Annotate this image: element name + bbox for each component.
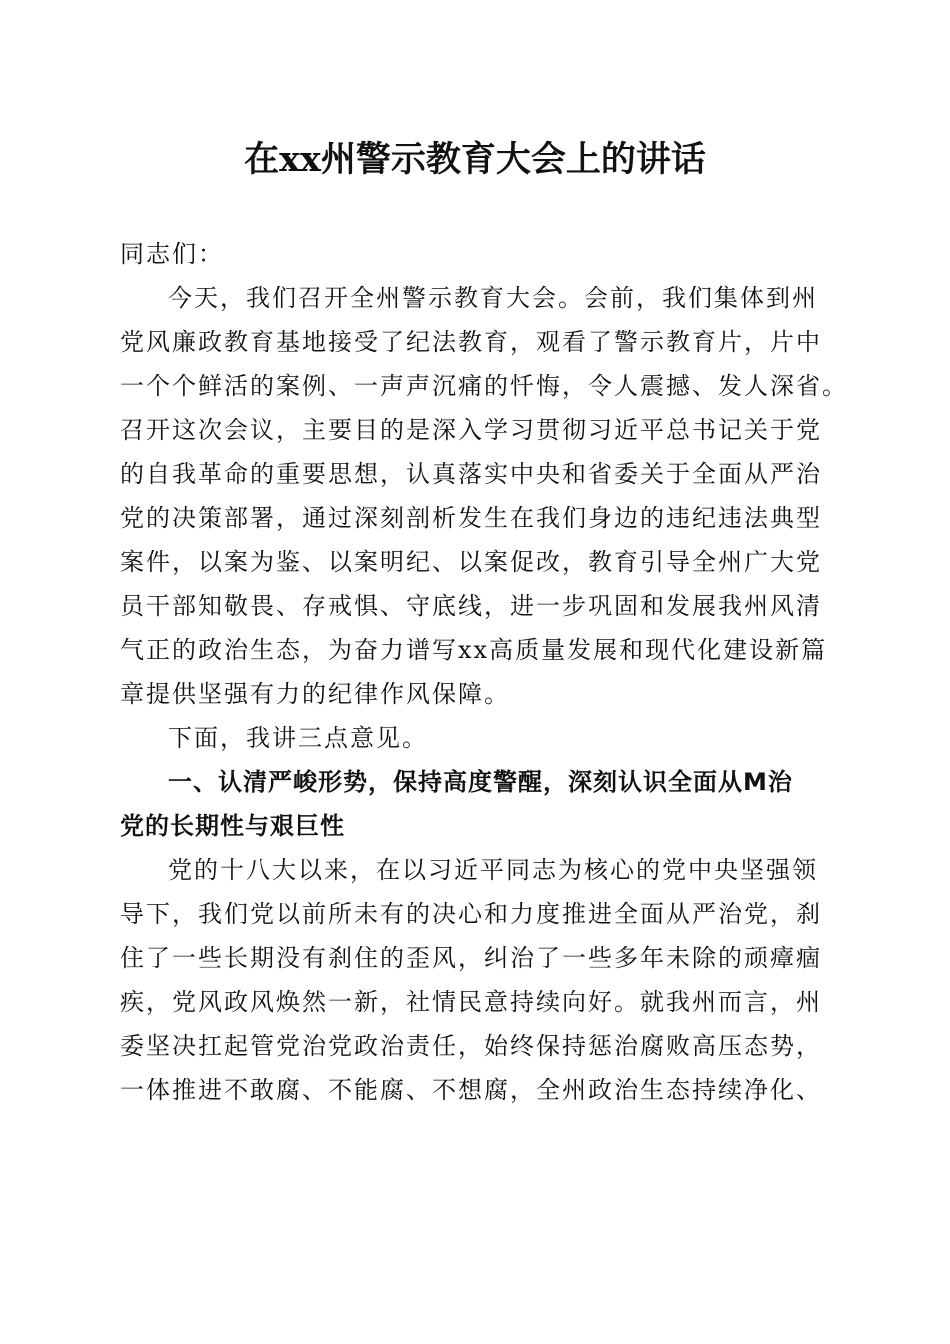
- paragraph-line: 下面，我讲三点意见。: [168, 724, 428, 752]
- paragraph-line: 党风廉政教育基地接受了纪法教育，观看了警示教育片，片中: [120, 328, 822, 356]
- paragraph-line: 导下，我们党以前所未有的决心和力度推进全面从严治党，刹: [120, 900, 822, 928]
- section-heading: 一、认清严峻形势，保持高度警醒，深刻认识全面从M治: [168, 768, 793, 796]
- paragraph-line: 的自我革命的重要思想，认真落实中央和省委关于全面从严治: [120, 460, 822, 488]
- paragraph-line: 一体推进不敢腐、不能腐、不想腐，全州政治生态持续净化、: [120, 1076, 822, 1104]
- paragraph-line: 一个个鲜活的案例、一声声沉痛的忏悔，令人震撼、发人深省。: [120, 372, 848, 400]
- paragraph-line: 员干部知敬畏、存戒惧、守底线，进一步巩固和发展我州风清: [120, 592, 822, 620]
- paragraph-line: 案件，以案为鉴、以案明纪、以案促改，教育引导全州广大党: [120, 548, 822, 576]
- paragraph-line: 今天，我们召开全州警示教育大会。会前，我们集体到州: [168, 284, 818, 312]
- paragraph-line: 委坚决扛起管党治党政治责任，始终保持惩治腐败高压态势，: [120, 1032, 822, 1060]
- paragraph-line: 党的十八大以来，在以习近平同志为核心的党中央坚强领: [168, 856, 818, 884]
- paragraph-line: 气正的政治生态，为奋力谱写xx高质量发展和现代化建设新篇: [120, 636, 828, 664]
- document-title: 在xx州警示教育大会上的讲话: [244, 139, 706, 180]
- paragraph-line: 疾，党风政风焕然一新，社情民意持续向好。就我州而言，州: [120, 988, 822, 1016]
- greeting: 同志们：: [120, 240, 224, 268]
- paragraph-line: 住了一些长期没有刹住的歪风，纠治了一些多年未除的顽瘴痼: [120, 944, 822, 972]
- paragraph-line: 章提供坚强有力的纪律作风保障。: [120, 680, 510, 708]
- paragraph-line: 召开这次会议，主要目的是深入学习贯彻习近平总书记关于党: [120, 416, 822, 444]
- paragraph-line: 党的决策部署，通过深刻剖析发生在我们身边的违纪违法典型: [120, 504, 822, 532]
- section-heading: 党的长期性与艰巨性: [120, 812, 345, 840]
